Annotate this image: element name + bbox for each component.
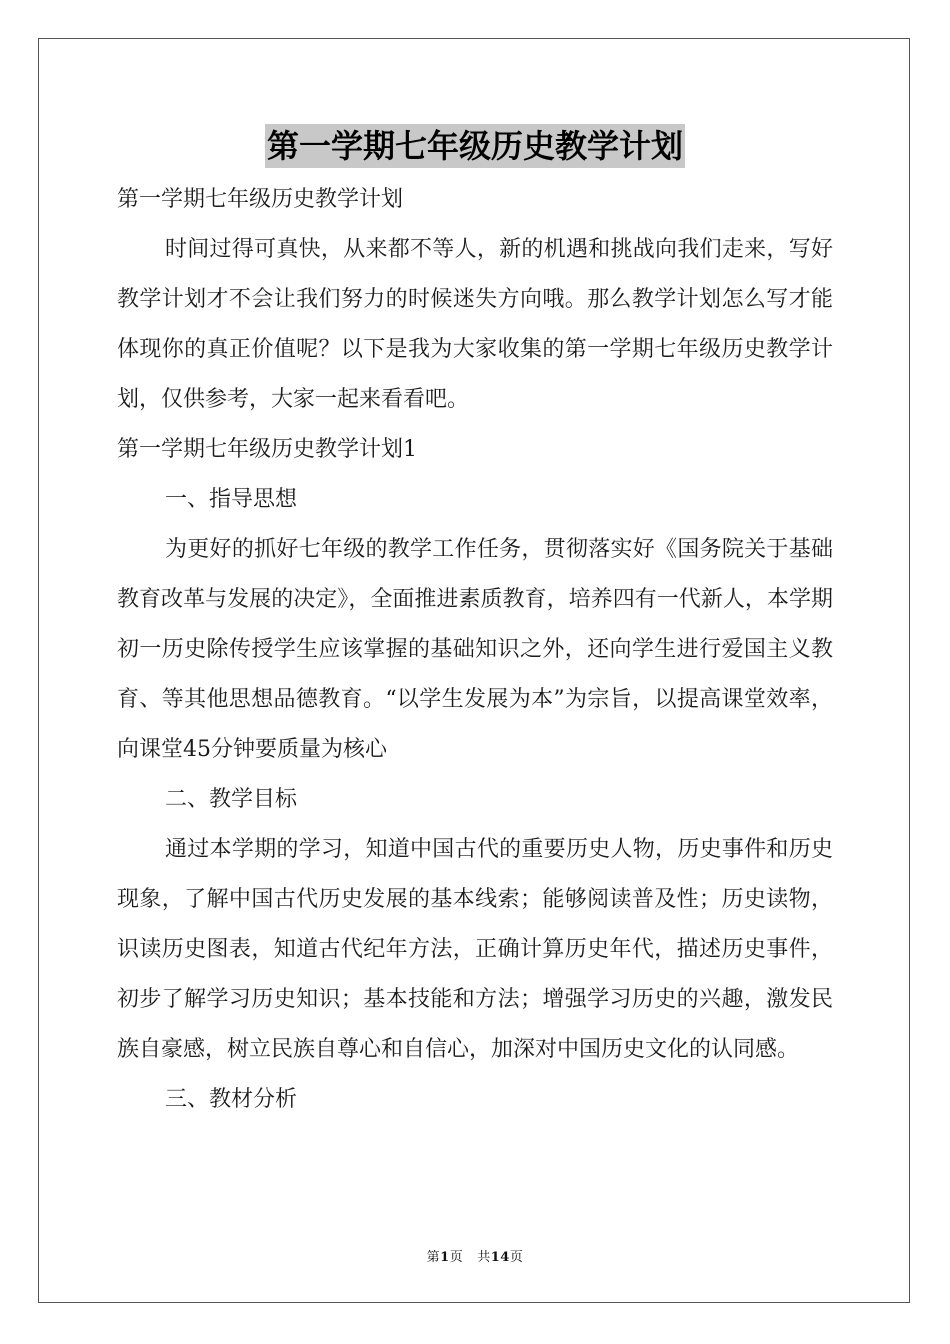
page-footer: 第1页 共14页 [426, 1250, 524, 1265]
section-title: 第一学期七年级历史教学计划1 [117, 437, 417, 462]
document-body [117, 175, 833, 1125]
heading-teaching-goals: 二、教学目标 [165, 787, 298, 812]
page-total: 14 [490, 1250, 510, 1265]
heading-guiding-thought: 一、指导思想 [165, 487, 298, 512]
title-wrap [0, 124, 950, 168]
document-title: 第一学期七年级历史教学计划 [265, 124, 685, 168]
subtitle-line: 第一学期七年级历史教学计划 [117, 187, 404, 212]
intro-paragraph: 时间过得可真快，从来都不等人，新的机遇和挑战向我们走来，写好教学计划才不会让我们努力的时候迷失方向哦。那么教学计划怎么写才能体现你的真正价值呢？以下是我为大家收集的第一学期七年级历史教学计划，仅供参考，大家一起来看看吧。 [117, 237, 833, 412]
teaching-goals-paragraph: 通过本学期的学习，知道中国古代的重要历史人物，历史事件和历史现象，了解中国古代历史发展的基本线索；能够阅读普及性；历史读物，识读历史图表，知道古代纪年方法，正确计算历史年代，描述历史事件，初步了解学习历史知识；基本技能和方法；增强学习历史的兴趣，激发民族自豪感，树立民族自尊心和自信心，加深对中国历史文化的认同感。 [117, 837, 833, 1062]
page-number: 1 [440, 1250, 450, 1265]
heading-textbook-analysis: 三、教材分析 [165, 1087, 298, 1112]
guiding-thought-paragraph: 为更好的抓好七年级的教学工作任务，贯彻落实好《国务院关于基础教育改革与发展的决定》，全面推进素质教育，培养四有一代新人，本学期初一历史除传授学生应该掌握的基础知识之外，还向学生进行爱国主义教育、等其他思想品德教育。“以学生发展为本”为宗旨，以提高课堂效率，向课堂45分钟要质量为核心 [117, 537, 833, 762]
